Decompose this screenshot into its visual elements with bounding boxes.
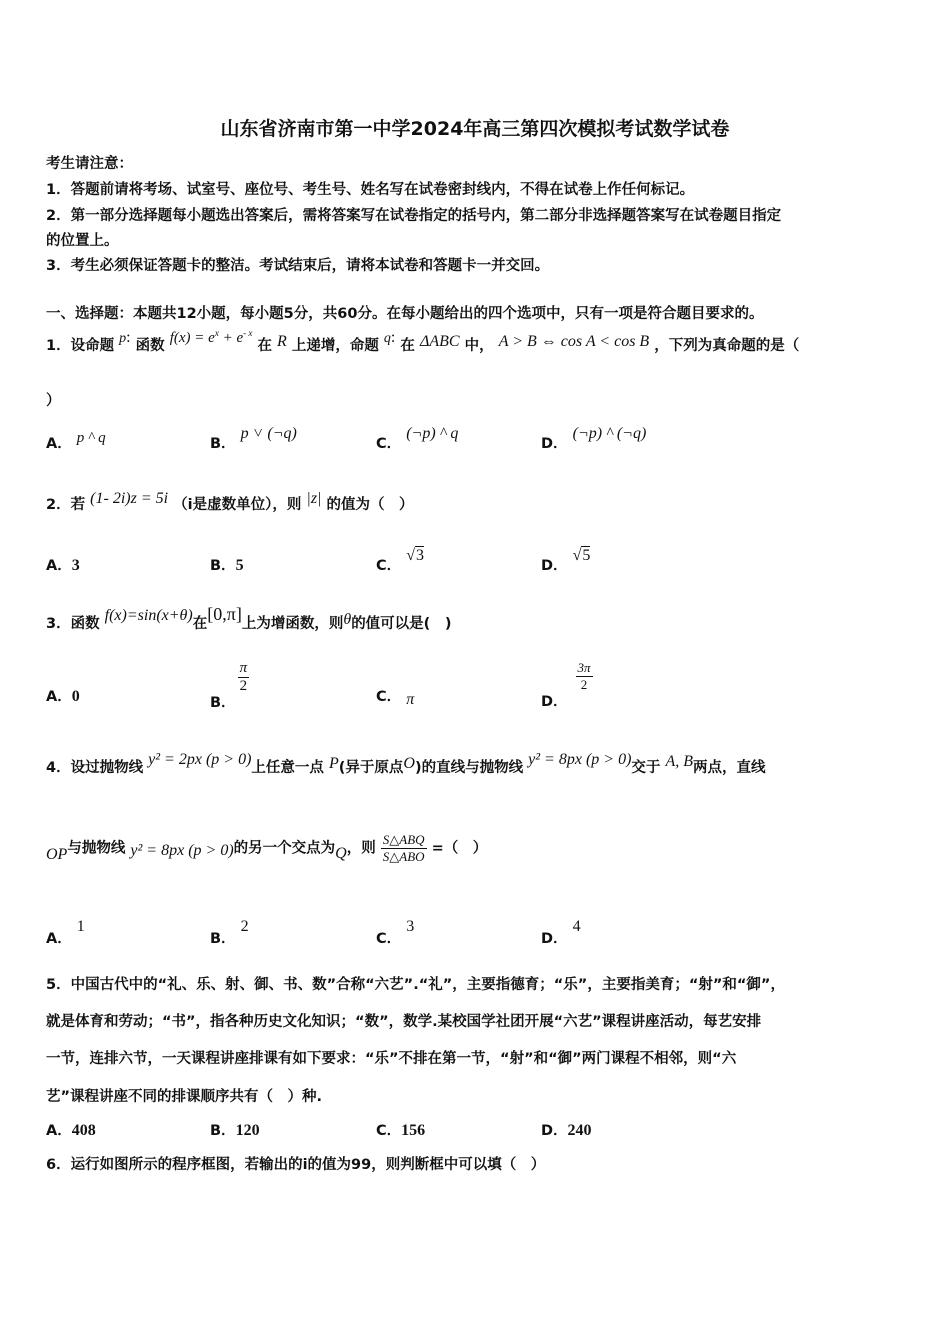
q3-number: 3．函数 xyxy=(46,616,100,632)
option-expr: 5 xyxy=(235,557,244,574)
q4-text-1: 上任意一点 xyxy=(251,760,324,776)
q3-option-c[interactable] xyxy=(376,685,414,706)
exam-title: 山东省济南市第一中学2024年高三第四次模拟考试数学试卷 xyxy=(220,118,730,140)
q1-text-4: 在 xyxy=(400,338,415,354)
option-expr: 3 xyxy=(406,918,415,935)
q1-option-b[interactable] xyxy=(210,425,297,453)
option-label: A． xyxy=(46,436,72,452)
q2-number: 2．若 xyxy=(46,497,86,513)
notice-line-2a: 2．第一部分选择题每小题选出答案后，需将答案写在试卷指定的括号内，第二部分非选择题答案写在试卷题目指定 xyxy=(46,208,782,224)
q5-option-a[interactable] xyxy=(46,1119,96,1140)
q4-text-9: =（ ） xyxy=(431,840,488,857)
notice-heading: 考生请注意： xyxy=(46,156,133,172)
option-expr: 2 xyxy=(240,918,249,935)
q3-text-3: 的值可以是( ) xyxy=(351,616,452,632)
q1-p: p xyxy=(119,331,127,346)
q5-option-c[interactable] xyxy=(376,1119,425,1140)
q4-line-op: OP xyxy=(46,845,68,863)
option-expr: π xyxy=(406,691,415,708)
q5-option-d[interactable] xyxy=(541,1119,592,1140)
option-label: D． xyxy=(541,558,568,574)
question-2 xyxy=(46,490,414,514)
q1-R: R xyxy=(277,333,287,350)
q4-parabola-1: y² = 2px (p > 0) xyxy=(148,751,252,768)
option-label: B． xyxy=(210,931,236,947)
q4-option-c[interactable] xyxy=(376,918,415,948)
q4-point-o: O xyxy=(403,755,415,772)
q5-line-3: 一节，连排六节，一天课程讲座排课有如下要求：“乐”不排在第一节，“射”和“御”两门课程不相邻，则“六 xyxy=(46,1051,737,1067)
option-fraction xyxy=(576,660,593,693)
q2-abs-z: |z| xyxy=(306,490,322,507)
q1-option-a[interactable] xyxy=(46,432,106,453)
q4-text-4: 交于 xyxy=(631,760,661,776)
option-expr: 120 xyxy=(235,1122,260,1139)
question-1: 1．设命题 p: 函数 $f(x) = e^x + e^{- x}$ 在 R 上递增，命题 q: 在 ΔABC 中， A > B ⇔ cos A < cos B ，下列为真命题的是（ xyxy=(46,328,800,354)
option-label: B． xyxy=(210,436,236,452)
q4-point-p: P xyxy=(328,755,339,772)
fraction-denominator: 2 xyxy=(576,676,593,693)
question-4-line-1 xyxy=(46,751,766,777)
q4-parabola-3: y² = 8px (p > 0) xyxy=(130,841,234,859)
option-expr: 3 xyxy=(416,547,424,564)
option-expr: 3 xyxy=(71,557,80,574)
q4-area-ratio xyxy=(381,832,427,865)
option-label: B． xyxy=(210,558,236,574)
q2-text-1: （i是虚数单位），则 xyxy=(173,497,302,513)
q3-text-2: 上为增函数，则 xyxy=(241,616,344,632)
q2-equation: (1- 2i)z = 5i xyxy=(90,490,169,507)
q4-number: 4．设过抛物线 xyxy=(46,760,144,776)
option-label: D． xyxy=(541,693,568,710)
q1-q: q xyxy=(383,331,391,346)
option-label: C． xyxy=(376,436,402,452)
question-6: 6．运行如图所示的程序框图，若输出的i的值为99，则判断框中可以填（ ） xyxy=(46,1157,546,1173)
section-heading: 一、选择题：本题共12小题，每小题5分，共60分。在每小题给出的四个选项中，只有一项是符合题目要求的。 xyxy=(46,306,764,322)
question-3 xyxy=(46,604,452,633)
option-expr: 1 xyxy=(76,918,85,935)
q4-text-3: )的直线与抛物线 xyxy=(414,760,524,776)
q4-text-5: 两点，直线 xyxy=(693,760,766,776)
q2-option-c[interactable]: C． √3 xyxy=(376,547,424,574)
q5-line-1: 5．中国古代中的“礼、乐、射、御、书、数”合称“六艺”.“礼”，主要指德育；“乐”，主要指美育；“射”和“御”， xyxy=(46,977,785,993)
q1-condition: A > B ⇔ cos A < cos B xyxy=(498,333,650,350)
q3-option-b[interactable] xyxy=(210,660,249,711)
option-label: A． xyxy=(46,689,72,705)
q1-text-3: 上递增，命题 xyxy=(291,338,379,354)
q1-function: $f(x) = e^x + e^{- x}$ xyxy=(169,328,253,346)
q3-function: f(x)=sin(x+θ) xyxy=(104,607,193,624)
option-expr: 5 xyxy=(582,547,591,564)
q3-option-d[interactable] xyxy=(541,660,593,710)
q4-option-d[interactable] xyxy=(541,918,581,948)
option-expr: 4 xyxy=(572,918,581,935)
q4-text-2: (异于原点 xyxy=(338,760,404,776)
q5-line-4: 艺”课程讲座不同的排课顺序共有（ ）种. xyxy=(46,1089,323,1105)
option-label: A． xyxy=(46,558,72,574)
q3-interval: [0,π] xyxy=(207,604,242,624)
q1-close-paren: ） xyxy=(46,393,61,409)
fraction-numerator: π xyxy=(239,660,248,676)
option-label: C． xyxy=(376,558,402,574)
option-expr: 240 xyxy=(567,1122,592,1139)
q4-text-6: 与抛物线 xyxy=(67,840,126,857)
q4-option-b[interactable] xyxy=(210,918,249,948)
q1-option-d[interactable] xyxy=(541,425,647,453)
option-label: C． xyxy=(376,1123,402,1139)
option-expr: (¬p) ^ (¬q) xyxy=(572,425,647,442)
q2-option-b[interactable] xyxy=(210,554,244,575)
q5-option-b[interactable] xyxy=(210,1119,260,1140)
notice-line-3: 3．考生必须保证答题卡的整洁。考试结束后，请将本试卷和答题卡一并交回。 xyxy=(46,258,550,274)
option-fraction xyxy=(238,660,250,695)
notice-line-2b: 的位置上。 xyxy=(46,233,119,249)
q1-text-1: 函数 xyxy=(135,338,165,354)
q4-text-8: ，则 xyxy=(346,840,376,857)
fraction-numerator: 3π xyxy=(577,660,591,675)
option-label: B． xyxy=(210,694,236,711)
option-label: A． xyxy=(46,931,72,947)
option-label: D． xyxy=(541,1123,568,1139)
option-label: B． xyxy=(210,1123,236,1139)
q4-point-q: Q xyxy=(335,844,347,862)
fraction-denominator: S△ABO xyxy=(382,849,425,864)
q1-triangle: ΔABC xyxy=(419,333,460,350)
option-label: C． xyxy=(376,689,402,705)
option-expr: 408 xyxy=(71,1122,96,1139)
q3-theta: θ xyxy=(343,611,352,628)
q2-text-2: 的值为（ ） xyxy=(326,497,414,513)
q1-text-5: 中， xyxy=(464,338,494,354)
option-label: C． xyxy=(376,931,402,947)
q1-text-2: 在 xyxy=(257,338,272,354)
q1-number: 1．设命题 xyxy=(46,338,115,354)
option-expr: 0 xyxy=(71,688,80,705)
fraction-numerator: S△ABQ xyxy=(382,832,425,847)
option-label: A． xyxy=(46,1123,72,1139)
q2-option-d[interactable]: D． √5 xyxy=(541,547,591,574)
option-expr: 156 xyxy=(401,1122,426,1139)
option-label: D． xyxy=(541,436,568,452)
q3-text-1: 在 xyxy=(192,616,208,632)
q2-option-a[interactable] xyxy=(46,554,80,575)
q4-parabola-2: y² = 8px (p > 0) xyxy=(528,751,632,768)
q4-points-ab: A, B xyxy=(665,753,694,770)
q5-line-2: 就是体育和劳动；“书”，指各种历史文化知识；“数”，数学.某校国学社团开展“六艺”课程讲座活动，每艺安排 xyxy=(46,1014,762,1030)
option-label: D． xyxy=(541,931,568,947)
q4-text-7: 的另一个交点为 xyxy=(233,840,336,857)
q1-text-6: ，下列为真命题的是（ xyxy=(654,338,800,354)
question-4-line-2 xyxy=(46,832,487,865)
option-expr: p ˅ (¬q) xyxy=(240,425,297,442)
fraction-denominator: 2 xyxy=(238,677,250,695)
q4-option-a[interactable] xyxy=(46,918,85,948)
q3-option-a[interactable] xyxy=(46,685,80,706)
q1-option-c[interactable] xyxy=(376,425,459,453)
notice-line-1: 1．答题前请将考场、试室号、座位号、考生号、姓名写在试卷密封线内，不得在试卷上作任何标记。 xyxy=(46,182,695,198)
option-expr: p ^ q xyxy=(76,430,106,446)
option-expr: (¬p) ^ q xyxy=(406,425,459,442)
